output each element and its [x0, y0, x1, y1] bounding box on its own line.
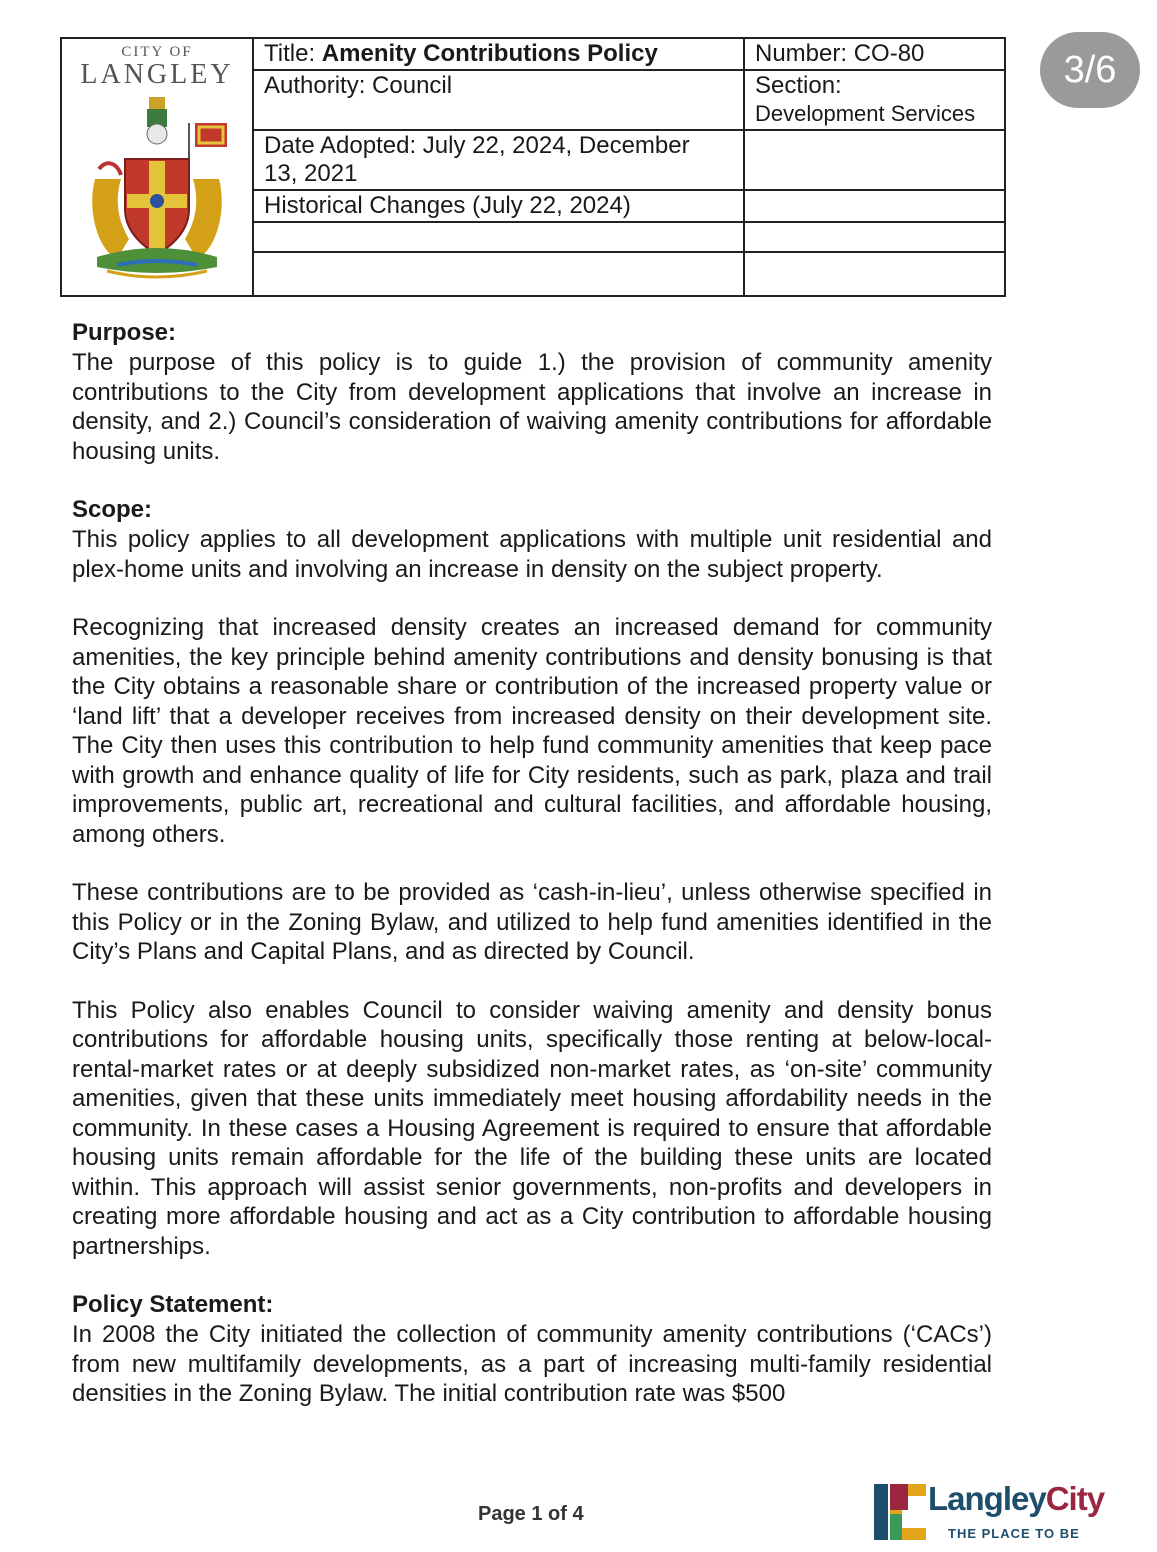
date-adopted-line2: 13, 2021	[264, 160, 358, 187]
policy-body	[72, 318, 992, 1438]
page-number: Page 1 of 4	[478, 1503, 584, 1525]
scope-paragraph: Recognizing that increased density creates an increased demand for community amenities, the key principle behind amenity contributions and density bonusing is that the City obtains a reasonable share or contribution of the increased property value or ‘land lift’ that a developer receives from increased density on their development site. The City then uses this contribution to help fund community amenities that keep pace with growth and enhance quality of life for City residents, such as park, plaza and trail improvements, public art, recreational and cultural facilities, and affordable housing, among others.	[72, 614, 992, 848]
logo-main-text: LANGLEY	[80, 59, 234, 90]
policy-header-table	[60, 37, 1006, 297]
policy-statement-heading: Policy Statement:	[72, 1291, 274, 1318]
empty-cell	[253, 222, 744, 252]
city-crest-logo	[61, 38, 253, 296]
policy-statement-paragraph: In 2008 the City initiated the collection of community amenity contributions (‘CACs’) from new multifamily developments, as a part of increasing multi-family residential densities in the Zoning Bylaw. The initial contribution rate was $500	[72, 1321, 992, 1407]
brand-name-langley: Langley	[928, 1480, 1046, 1517]
empty-cell	[744, 222, 1005, 252]
empty-cell	[253, 252, 744, 296]
authority-cell: Authority: Council	[253, 70, 744, 130]
title-cell	[253, 38, 744, 70]
section-label: Section:	[755, 72, 842, 99]
brand-name-city: City	[1045, 1480, 1105, 1517]
brand-tagline: THE PLACE TO BE	[948, 1526, 1080, 1541]
historical-changes-cell: Historical Changes (July 22, 2024)	[253, 190, 744, 222]
scope-paragraph: These contributions are to be provided as ‘cash-in-lieu’, unless otherwise specified in this Policy or in the Zoning Bylaw, and utilized to help fund amenities identified in the City’s Plans and Capital Plans, and as directed by Council.	[72, 879, 992, 965]
scope-heading: Scope:	[72, 496, 153, 523]
purpose-heading: Purpose:	[72, 319, 177, 346]
title-label: Title:	[264, 40, 316, 67]
scope-paragraph: This policy applies to all development applications with multiple unit residential and plex-home units and involving an increase in density on the subject property.	[72, 526, 992, 583]
logo-top-text: CITY OF	[121, 44, 193, 60]
purpose-paragraph: The purpose of this policy is to guide 1.) the provision of community amenity contributions to the City from development applications that involve an increase in density, and 2.) Council’s consideration of waiving amenity contributions for affordable housing units.	[72, 349, 992, 465]
page-counter-badge: 3/6	[1040, 32, 1140, 108]
coat-of-arms-icon	[77, 89, 237, 279]
number-cell: Number: CO-80	[744, 38, 1005, 70]
date-adopted-line1: Date Adopted: July 22, 2024, December	[264, 132, 690, 159]
section-value: Development Services	[755, 101, 976, 126]
brand-mark-icon	[872, 1480, 928, 1544]
section-cell	[744, 70, 1005, 130]
empty-cell	[744, 130, 1005, 190]
policy-title: Amenity Contributions Policy	[321, 40, 658, 67]
scope-paragraph: This Policy also enables Council to consider waiving amenity and density bonus contributions for affordable housing units, specifically those renting at below-local-rental-market rates or at deeply subsidized non-market rates, as ‘on-site’ community amenities, given that these units immediately meet housing affordability needs in the community. In these cases a Housing Agreement is required to ensure that affordable housing units remain affordable for the life of the building these units are located within. This approach will assist senior governments, non-profits and developers in creating more affordable housing and act as a City contribution to affordable housing partnerships.	[72, 996, 992, 1260]
date-adopted-cell	[253, 130, 744, 190]
brand-name	[928, 1480, 1104, 1518]
langley-city-brand-logo	[872, 1478, 1112, 1548]
empty-cell	[744, 252, 1005, 296]
empty-cell	[744, 190, 1005, 222]
